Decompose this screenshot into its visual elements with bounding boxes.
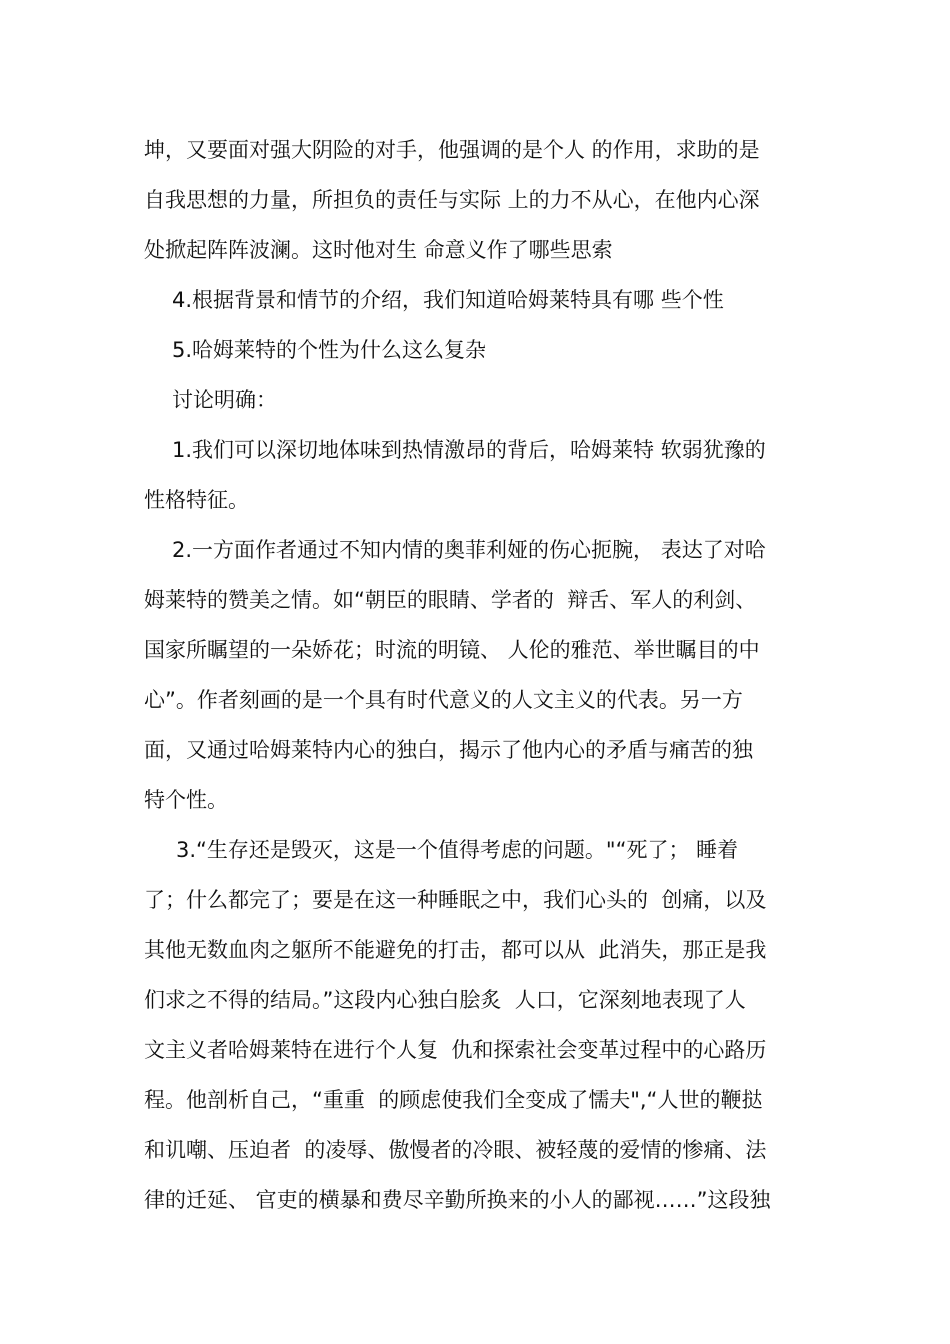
section-label: 讨论明确： — [172, 388, 277, 412]
document-body — [144, 125, 824, 1225]
answer-item: 1.我们可以深切地体味到热情激昂的背后，哈姆莱特 软弱犹豫的 — [172, 438, 766, 462]
text-line: 和讥嘲、压迫者 的凌辱、傲慢者的冷眼、被轻蔑的爱情的惨痛、法 — [144, 1138, 767, 1162]
text-line: 处掀起阵阵波澜。这时他对生 命意义作了哪些思索 — [144, 238, 613, 262]
text-line: 程。他剖析自己，“重重 的顾虑使我们全变成了懦夫",“人世的鞭挞 — [144, 1088, 763, 1112]
text-line: 了；什么都完了；要是在这一种睡眠之中，我们心头的 创痛，以及 — [144, 888, 767, 912]
text-line: 面，又通过哈姆莱特内心的独白，揭示了他内心的矛盾与痛苦的独 — [144, 738, 753, 762]
text-line: 心”。作者刻画的是一个具有时代意义的人文主义的代表。另一方 — [144, 688, 743, 712]
text-line: 律的迁延、 官吏的横暴和费尽辛勤所换来的小人的鄙视……”这段独 — [144, 1188, 771, 1212]
text-line: 文主义者哈姆莱特在进行个人复 仇和探索社会变革过程中的心路历 — [144, 1038, 767, 1062]
answer-item: 3.“生存还是毁灭，这是一个值得考虑的问题。"“死了； 睡着 — [176, 838, 739, 862]
text-line: 姆莱特的赞美之情。如“朝臣的眼睛、学者的 辩舌、军人的利剑、 — [144, 588, 757, 612]
text-line: 特个性。 — [144, 788, 228, 812]
text-line: 坤，又要面对强大阴险的对手，他强调的是个人 的作用，求助的是 — [144, 138, 760, 162]
text-line: 国家所瞩望的一朵娇花；时流的明镜、 人伦的雅范、举世瞩目的中 — [144, 638, 760, 662]
question-item: 4.根据背景和情节的介绍，我们知道哈姆莱特具有哪 些个性 — [172, 288, 724, 312]
text-line: 们求之不得的结局。”这段内心独白脍炙 人口，它深刻地表现了人 — [144, 988, 746, 1012]
text-line: 其他无数血肉之躯所不能避免的打击，都可以从 此消失，那正是我 — [144, 938, 767, 962]
question-item: 5.哈姆莱特的个性为什么这么复杂 — [172, 338, 487, 362]
answer-item: 2.一方面作者通过不知内情的奥菲利娅的伤心扼腕， 表达了对哈 — [172, 538, 766, 562]
text-line: 自我思想的力量，所担负的责任与实际 上的力不从心，在他内心深 — [144, 188, 760, 212]
text-line: 性格特征。 — [144, 488, 249, 512]
